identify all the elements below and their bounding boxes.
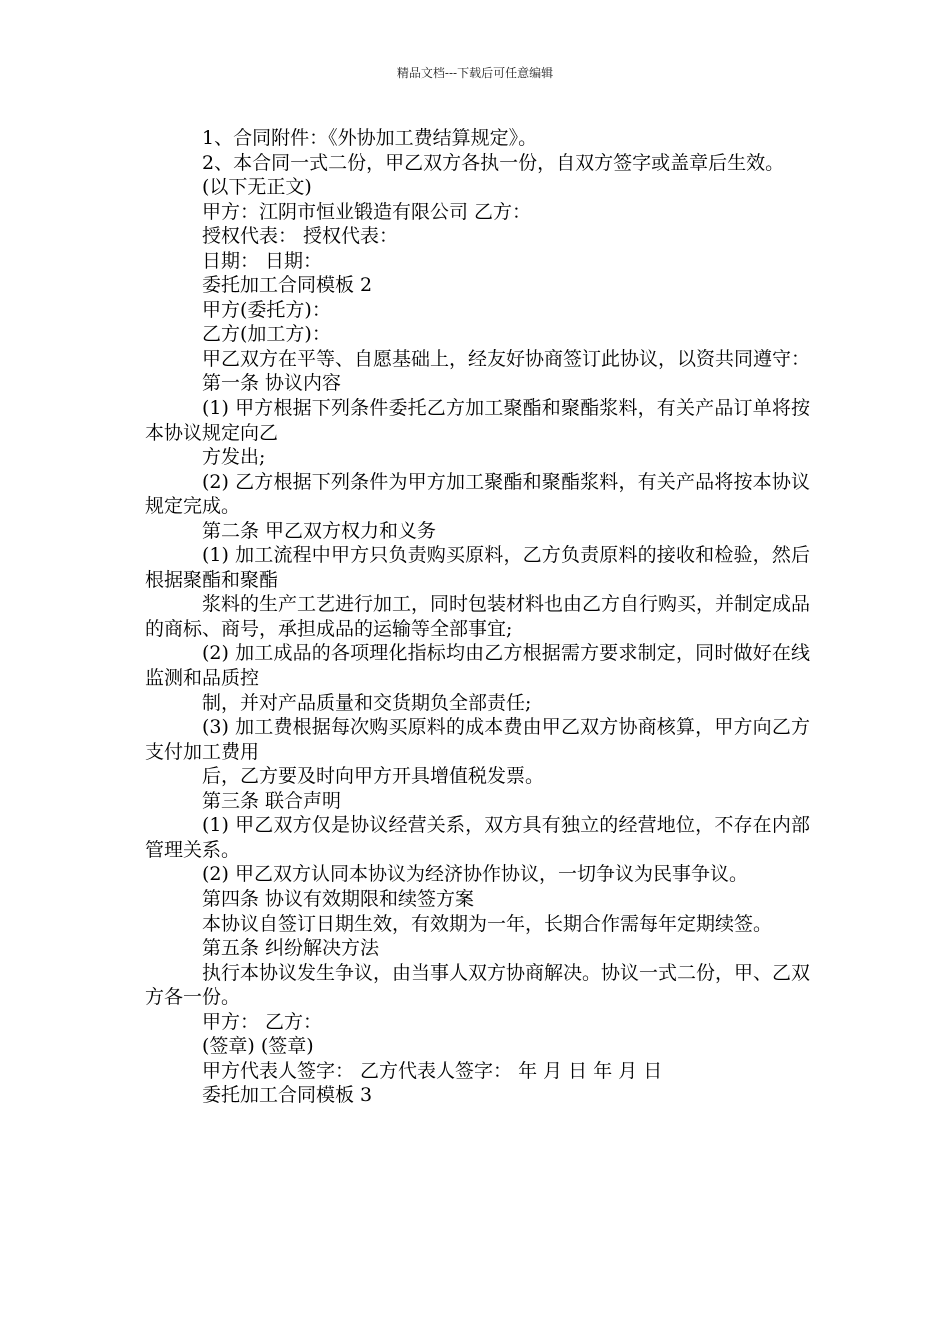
paragraph: (1) 加工流程中甲方只负责购买原料，乙方负责原料的接收和检验，然后根据聚酯和聚酯 (145, 544, 810, 591)
article-heading: 第二条 甲乙双方权力和义务 (202, 519, 437, 542)
paragraph: 日期： 日期： (202, 249, 323, 272)
paragraph: 本协议自签订日期生效，有效期为一年，长期合作需每年定期续签。 (202, 912, 773, 935)
paragraph: (1) 甲方根据下列条件委托乙方加工聚酯和聚酯浆料，有关产品订单将按本协议规定向乙 (145, 397, 810, 444)
paragraph: 执行本协议发生争议，由当事人双方协商解决。协议一式二份，甲、乙双方各一份。 (145, 961, 811, 1009)
page-header: 精品文档---下载后可任意编辑 (396, 66, 554, 80)
article-heading: 第四条 协议有效期限和续签方案 (202, 887, 475, 910)
paragraph: 方发出; (202, 446, 266, 469)
paragraph: 后，乙方要及时向甲方开具增值税发票。 (202, 765, 545, 788)
paragraph: (2) 加工成品的各项理化指标均由乙方根据需方要求制定，同时做好在线监测和品质控 (145, 642, 810, 690)
article-heading: 第五条 纠纷解决方法 (202, 937, 380, 960)
paragraph: 浆料的生产工艺进行加工，同时包装材料也由乙方自行购买，并制定成品的商标、商号，承担成品的运输等全部事宜; (145, 593, 811, 640)
paragraph: 1、合同附件：《外协加工费结算规定》。 (202, 127, 538, 149)
paragraph: 乙方(加工方)： (202, 323, 331, 346)
paragraph: 甲方代表人签字： 乙方代表人签字： 年 月 日 年 月 日 (202, 1059, 663, 1082)
paragraph: (2) 甲乙双方认同本协议为经济协作协议，一切争议为民事争议。 (202, 863, 748, 886)
paragraph: 授权代表： 授权代表： (202, 225, 399, 248)
paragraph: (签章) (签章) (202, 1035, 314, 1058)
paragraph: 制，并对产品质量和交货期负全部责任; (202, 691, 532, 714)
section-title: 委托加工合同模板 2 (202, 274, 373, 297)
document-body (145, 126, 810, 1108)
paragraph: 甲方：江阴市恒业锻造有限公司 乙方： (202, 200, 532, 223)
paragraph: (2) 乙方根据下列条件为甲方加工聚酯和聚酯浆料，有关产品将按本协议规定完成。 (145, 470, 810, 518)
paragraph: (3) 加工费根据每次购买原料的成本费由甲乙双方协商核算，甲方向乙方支付加工费用 (145, 716, 810, 763)
article-heading: 第一条 协议内容 (202, 372, 342, 395)
paragraph: (以下无正文) (202, 176, 312, 199)
paragraph: 甲方(委托方)： (202, 298, 331, 321)
paragraph: 甲方： 乙方： (202, 1010, 323, 1033)
paragraph: 2、本合同一式二份，甲乙双方各执一份，自双方签字或盖章后生效。 (202, 151, 785, 174)
paragraph: 甲乙双方在平等、自愿基础上，经友好协商签订此协议，以资共同遵守： (202, 347, 811, 370)
section-title: 委托加工合同模板 3 (202, 1084, 373, 1107)
paragraph: (1) 甲乙双方仅是协议经营关系，双方具有独立的经营地位，不存在内部管理关系。 (145, 814, 810, 861)
article-heading: 第三条 联合声明 (202, 789, 342, 812)
